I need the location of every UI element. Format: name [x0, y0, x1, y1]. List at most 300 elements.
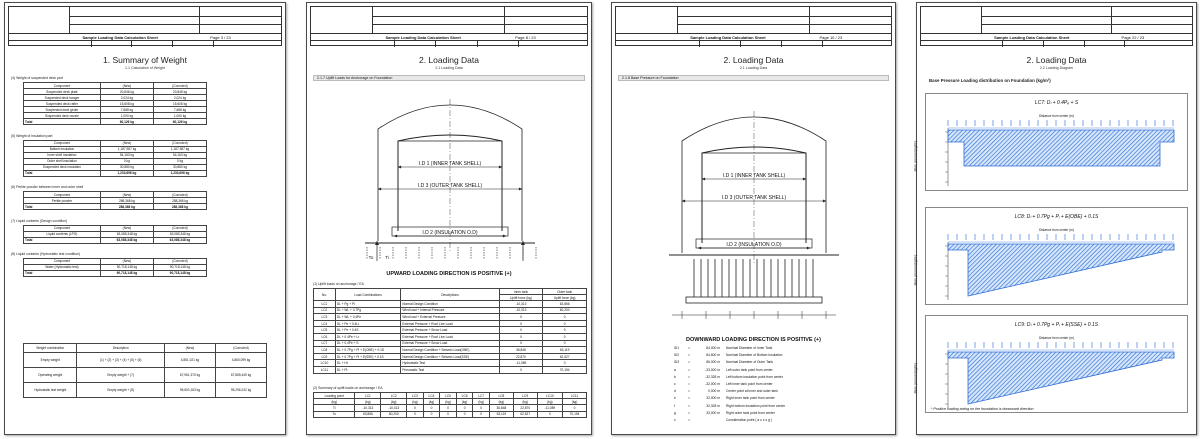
title-block [310, 6, 588, 46]
table-cell: (Corroded) [153, 192, 206, 198]
table-cell: 0 [456, 411, 473, 418]
table-cell: 22,870 [499, 353, 543, 360]
table-row [24, 383, 267, 398]
title-block [920, 6, 1193, 46]
dimension-row [674, 395, 820, 402]
dimension-field: = [688, 360, 690, 365]
table-cell: 90,718,148 kg [153, 264, 206, 270]
diagram-caption: UPWARD LOADING DIRECTION IS POSITIVE (+) [386, 271, 512, 277]
table-cell: Suspended deck plate [24, 89, 101, 95]
table-cell: 0 [499, 333, 543, 340]
dimension-field: -32,328 m [705, 374, 720, 379]
dimension-field: = [688, 367, 690, 372]
title-block [8, 6, 282, 46]
page-loading-diagram [913, 2, 1197, 435]
dimension-row [674, 410, 820, 417]
table-cell: 95,600,163 kg [164, 383, 215, 398]
table-header-cell: (kg) [381, 399, 407, 405]
table-cell: DL + 0.7Pg + Pi + E(OBE) + 0.1S [335, 347, 401, 354]
table-cell: Total [24, 170, 101, 176]
table-cell: 0 [473, 411, 490, 418]
dimension-row [674, 403, 820, 410]
weight-table [23, 140, 207, 177]
table-cell: DL + Ht [335, 360, 401, 367]
table-cell: 95,296,242 kg [215, 383, 266, 398]
table-cell: Wind load + Internal Pressure [401, 307, 499, 314]
table-cell: (New) [100, 225, 153, 231]
sheet-title: Sample Loading Data Calculation Sheet [82, 34, 158, 40]
dimension-field: Right inner tank point from center [726, 396, 775, 401]
table-row [314, 301, 587, 308]
weight-section-label: (5) Weight of insulation part [11, 133, 53, 138]
inner-shell-label: I.D 1 (INNER TANK SHELL) [418, 161, 482, 167]
dimension-row [674, 352, 820, 359]
table-cell: Component [24, 225, 101, 231]
table-cell: 0 [543, 360, 587, 367]
dimension-field: = [688, 410, 690, 415]
page-number: Page 3 / 23 [210, 34, 231, 40]
table-cell: External Pressure + Roof Live Load [401, 333, 499, 340]
table-cell: Operating weight [24, 368, 77, 383]
dimension-field: = [688, 374, 690, 379]
dimension-field: Right outer tank point from center [726, 410, 775, 415]
table-cell: 67,865,449 kg [215, 368, 266, 383]
table-cell: Normal Design Condition [401, 301, 499, 308]
dimension-field: 84,600 m [706, 353, 720, 358]
table-header-cell: LC7 [473, 393, 490, 399]
table-cell: To [314, 411, 355, 418]
table-row [24, 270, 207, 276]
table-cell: Empty weight + (7) [77, 368, 164, 383]
table-row [314, 314, 587, 321]
table-header-cell: (kg) [489, 399, 513, 405]
weight-section-label: (6) Perlite powder between inner and outer shell [11, 185, 84, 190]
table-cell: 288,368 kg [100, 198, 153, 204]
page-number: Page 22 / 23 [1121, 34, 1145, 40]
table-header-cell: (kg) [440, 399, 457, 405]
table-cell: 0 [563, 405, 587, 412]
y-axis-label: Base pressure(kg/m²) [913, 140, 918, 172]
table-header-cell: (kg) [563, 399, 587, 405]
pressure-chart [913, 93, 1188, 191]
table-cell: Total [24, 204, 101, 210]
title-block [615, 6, 892, 46]
dimension-field: Left outer tank point from center [726, 367, 773, 372]
table-cell: Total [24, 237, 101, 243]
dimension-field: = [688, 396, 690, 401]
table-cell: -10,313 [499, 307, 543, 314]
tank-elevation-drawing [307, 83, 593, 283]
table-header-cell: LC4 [423, 393, 440, 399]
table-cell: 0 [499, 320, 543, 327]
table-cell: DL + WL + 0.7Pg [335, 307, 401, 314]
table-cell: 0 [407, 411, 424, 418]
table-header-cell: (kg) [456, 399, 473, 405]
table-cell: 0 [499, 327, 543, 334]
table-cell: 62,527 [513, 411, 537, 418]
table-row [314, 327, 587, 334]
table-cell: (New) [100, 83, 153, 89]
table-cell: (Corroded) [153, 225, 206, 231]
table-cell: LC11 [314, 366, 336, 373]
chart-equation: LC9: Dₗ + 0.7Pg + Pᵢ + E(SSE) + 0.1S [1014, 322, 1099, 328]
table-cell: (New) [100, 258, 153, 264]
table-cell: Component [24, 140, 101, 146]
table-cell: Component [24, 83, 101, 89]
table-cell: DL + 0.4Pe + S [335, 340, 401, 347]
weight-table [23, 191, 207, 210]
table-cell: 60,200 [543, 307, 587, 314]
dimension-field: Right bottom insulation point from center [726, 403, 786, 408]
dimension-field: Left bottom insulation point from center [726, 374, 783, 379]
uplift-summary-table [313, 392, 587, 418]
table-cell: -10,313 [381, 405, 407, 412]
table-cell: 1,187,987 kg [153, 146, 206, 152]
table-cell: 70,154 [543, 366, 587, 373]
table-cell: LC5 [314, 327, 336, 334]
table-cell: 0 kg [100, 158, 153, 164]
table-cell: Hydrostatic Test [401, 360, 499, 367]
dimension-row [674, 417, 820, 424]
table-cell: 22,870 [513, 405, 537, 412]
sheet-title: Sample Loading Data Calculation Sheet [385, 34, 461, 40]
dimension-field: ID1 [674, 346, 680, 350]
table-cell: Normal Design Condition + Seismic Load(SSE) [401, 353, 499, 360]
table-cell: 4,851,021 kg [164, 353, 215, 368]
dimension-field: c [674, 382, 676, 387]
summary-title: (2) Summary of uplift loads on anchorage / EA [313, 386, 383, 390]
dimension-field: = [688, 418, 690, 423]
table-cell: Perlite powder [24, 198, 101, 204]
diagram-heading: Base Pressure Loading distribution on Foundation (kg/m²) [929, 78, 1051, 83]
insulation-label: I.D 2 (INSULATION O.D) [726, 242, 782, 248]
table-cell: 0 kg [153, 158, 206, 164]
dimension-field: ID2 [674, 353, 680, 358]
table-cell: LC4 [314, 320, 336, 327]
table-cell: (Corroded) [153, 83, 206, 89]
table-cell: 0 [440, 405, 457, 412]
dimension-field: g [674, 410, 676, 415]
dimension-field: Nominal Diameter of Inner Tank [726, 346, 773, 350]
table-cell: (New) [100, 192, 153, 198]
table-cell: 1,187,987 kg [100, 146, 153, 152]
inner-anchor-label: Ti [385, 255, 389, 260]
dimension-list [674, 345, 820, 424]
dimension-field: Consideration point ( a ≤ x ≤ g ) [726, 418, 772, 423]
page-number: Page 8 / 23 [515, 34, 536, 40]
table-cell: LC1 [314, 301, 336, 308]
table-cell: 0 [537, 411, 562, 418]
table-cell: Empty weight [24, 353, 77, 368]
table-cell: 90,718,148 kg [153, 270, 206, 276]
dimension-field: x [674, 418, 676, 423]
dimension-field: = [688, 382, 690, 387]
page-subtitle: 1.1 Calculation of Weight [125, 66, 165, 70]
table-row [24, 353, 267, 368]
tank-base-drawing [612, 83, 897, 333]
table-cell: Outer shell insulation [24, 158, 101, 164]
table-cell: Suspended deck girder [24, 107, 101, 113]
x-axis-label: Distance from center (m) [1038, 228, 1075, 232]
page-title: 2. Loading Data [1026, 55, 1087, 65]
table-cell: LC7 [314, 340, 336, 347]
dimension-field: 0,000 m [708, 389, 720, 394]
table-cell: 0 [473, 405, 490, 412]
table-cell: External Pressure + Snow Load [401, 340, 499, 347]
table-row [24, 204, 207, 210]
table-cell: DL + 0.7Pg + Pi + E(SSE) + 0.1S [335, 353, 401, 360]
dimension-field: -33,000 m [705, 367, 720, 372]
dimension-field: 86,000 m [706, 360, 720, 365]
x-axis-label: Distance from center (m) [1038, 114, 1075, 118]
table-cell: Pneumatic Test [401, 366, 499, 373]
outer-shell-label: I.D 3 (OUTER TANK SHELL) [721, 195, 787, 201]
dimension-field: ID3 [674, 360, 680, 365]
table-cell: Component [24, 192, 101, 198]
table-cell: 63,119 [489, 411, 513, 418]
weight-section-label: (8) Liquid contents (Hydrostatic test condition) [11, 251, 80, 256]
dimension-field: Center point at inner and outer tank [726, 389, 778, 394]
table-cell: (New) [100, 140, 153, 146]
table-cell: Ti [314, 405, 355, 412]
page-uplift-loads [306, 2, 592, 435]
table-cell: Liquid contents (LPG) [24, 231, 101, 237]
table-cell: Normal Design Condition + Seismic Load(OBE) [401, 347, 499, 354]
dimension-field: 32,000 m [706, 396, 720, 401]
table-cell: 30,880 kg [100, 164, 153, 170]
table-cell: LC10 [314, 360, 336, 367]
table-row [314, 366, 587, 373]
table-header-cell: Inner tank [499, 289, 543, 295]
table-header-cell: LC2 [381, 393, 407, 399]
table-cell: Description [77, 344, 164, 353]
chart-equation: LC8: Dₗ + 0.7Pg + Pᵢ + E(OBE) + 0.1S [1014, 214, 1099, 220]
table-cell: 36,848 [499, 347, 543, 354]
table-cell: (New) [164, 344, 215, 353]
table-header-cell: Loading point [314, 393, 355, 399]
table-header-cell: (kg) [423, 399, 440, 405]
weight-table [23, 258, 207, 277]
page-title: 1. Summary of Weight [103, 55, 187, 65]
table-cell: 0 [423, 405, 440, 412]
table-header-cell: LC3 [407, 393, 424, 399]
page-base-pressure [611, 2, 896, 435]
insulation-label: I.D 2 (INSULATION O.D) [422, 230, 478, 236]
table-cell: 1,000 kg [100, 113, 153, 119]
page-subtitle: 2.2 Loading Diagram [1039, 66, 1074, 70]
dimension-field: e [674, 396, 676, 401]
table-row [314, 353, 587, 360]
table-header-cell: LC10 [537, 393, 562, 399]
dimension-field: = [688, 403, 690, 408]
table-cell: 63,085,348 kg [100, 231, 153, 237]
table-cell: 62,527 [543, 353, 587, 360]
table-cell: -11,089 [499, 360, 543, 367]
table-cell: External Pressure + Roof Live Load [401, 320, 499, 327]
table-row [24, 237, 207, 243]
dimension-field: 33,000 m [706, 410, 720, 415]
table-cell: 0 [543, 327, 587, 334]
table-cell: Suspended deck rafter [24, 101, 101, 107]
table-header-cell: LC5 [440, 393, 457, 399]
table-cell: Inner shell insulation [24, 152, 101, 158]
table-cell: -10,313 [355, 405, 381, 412]
dimension-row [674, 388, 820, 395]
page-title: 2. Loading Data [418, 55, 480, 65]
weight-section-label: (4) Weight of suspended deck part [11, 76, 63, 80]
dimension-field: Left inner tank point from center [726, 382, 773, 387]
table-cell: Bottom insulation [24, 146, 101, 152]
table-cell: 63,085,348 kg [153, 237, 206, 243]
table-cell: 1,233,696 kg [153, 170, 206, 176]
table-row [314, 405, 587, 412]
table-cell: LC8 [314, 347, 336, 354]
table-cell: 67,961,370 kg [164, 368, 215, 383]
table-header-cell: No. [314, 289, 336, 301]
dimension-field: = [688, 353, 690, 358]
table-cell: 0 [543, 314, 587, 321]
table-cell: 2,024 kg [153, 95, 206, 101]
table-cell: Component [24, 258, 101, 264]
table-cell: 0 [543, 320, 587, 327]
dimension-field: a [674, 367, 676, 372]
table-header-cell: (kg) [513, 399, 537, 405]
outer-shell-label: I.D 3 (OUTER TANK SHELL) [417, 183, 483, 189]
page-subtitle: 2.1 Loading Data [739, 66, 768, 70]
table-cell: 0 [543, 340, 587, 347]
table-cell: -11,089 [537, 405, 562, 412]
table-row [314, 340, 587, 347]
pressure-chart [913, 315, 1188, 413]
table-cell: 63,866 [543, 301, 587, 308]
table-header-cell: Outer tank [543, 289, 587, 295]
table-cell: (Corroded) [153, 258, 206, 264]
chart-plot [934, 120, 1184, 190]
table-cell: 15,608 kg [153, 101, 206, 107]
table-cell: DL + WL + 0.4Pe [335, 314, 401, 321]
table-cell: Suspended deck nozzle [24, 113, 101, 119]
table-cell: 60,126 kg [100, 119, 153, 125]
dimension-field: = [688, 346, 690, 350]
table-cell: 0 [423, 411, 440, 418]
table-cell: 0 [499, 340, 543, 347]
table-header-cell: Uplift force (kg) [543, 295, 587, 301]
table-cell: 70,154 [563, 411, 587, 418]
table-cell: (Corroded) [215, 344, 266, 353]
table-cell: 90,718,148 kg [100, 270, 153, 276]
page-subtitle: 2.1 Loading Data [435, 66, 463, 70]
table-cell: (1) + (2) + (3) + (4) + (5) + (6) [77, 353, 164, 368]
table-header-cell: (kg) [355, 399, 381, 405]
table-header-cell: LC9 [513, 393, 537, 399]
table-header-cell: (kg) [407, 399, 424, 405]
table-cell: Total [24, 119, 101, 125]
table-cell: 288,368 kg [153, 204, 206, 210]
table-header-cell: LC11 [563, 393, 587, 399]
table-cell: LC9 [314, 353, 336, 360]
dimension-field: f [674, 403, 675, 408]
diagram-caption: DOWNWARD LOADING DIRECTION IS POSITIVE (+) [686, 337, 821, 343]
table-title: (1) Uplift loads on anchorage / EA [313, 282, 364, 286]
dimension-row [674, 374, 820, 381]
table-cell: 63,866 [355, 411, 381, 418]
dimension-field: Nominal Diameter of Bottom Insulation [726, 353, 783, 358]
table-header-cell: Load Combinations [335, 289, 401, 301]
table-header-cell: Uplift force (kg) [499, 295, 543, 301]
table-cell: DL + Pe + 0.4Lr [335, 320, 401, 327]
table-row [314, 347, 587, 354]
table-cell: Total [24, 270, 101, 276]
dimension-field: d [674, 389, 676, 394]
dimension-field: 32,328 m [706, 403, 720, 408]
table-cell: LC6 [314, 333, 336, 340]
dimension-field: b [674, 374, 676, 379]
table-cell: DL + Pe + 0.4S [335, 327, 401, 334]
table-cell: Wind load + External Pressure [401, 314, 499, 321]
table-cell: 0 [456, 405, 473, 412]
page-title: 2. Loading Data [723, 55, 784, 65]
table-cell: 20,846 kg [153, 89, 206, 95]
table-cell: 30,880 kg [153, 164, 206, 170]
weight-section-label: (7) Liquid contents (Design condition) [11, 218, 68, 223]
table-row [24, 344, 267, 353]
table-cell: 63,085,348 kg [153, 231, 206, 237]
dimension-row [674, 359, 820, 366]
table-cell: 1,000 kg [153, 113, 206, 119]
load-combination-table [313, 288, 587, 374]
sheet-title: Sample Loading Data Calculation Sheet [994, 34, 1070, 40]
table-cell: Water (Hydrostatic test) [24, 264, 101, 270]
table-cell: Hydrostatic test weight [24, 383, 77, 398]
dimension-row [674, 367, 820, 374]
table-cell: (Corroded) [153, 140, 206, 146]
weight-combination-table [23, 343, 267, 398]
section-bar: 2.1.7 Uplift Loads for Anchorage on Foundation [313, 75, 585, 81]
table-cell: 36,848 [489, 405, 513, 412]
weight-table [23, 82, 207, 125]
table-cell: 0 [543, 333, 587, 340]
sheet-title: Sample Loading Data Calculation Sheet [690, 34, 766, 40]
table-cell: 60,200 [381, 411, 407, 418]
table-cell: 7,688 kg [153, 107, 206, 113]
section-bar: 2.1.8 Base Pressure on Foundation [618, 75, 889, 81]
table-cell: 60,126 kg [153, 119, 206, 125]
table-cell: DL + Pg + Pi [335, 301, 401, 308]
table-row [314, 333, 587, 340]
chart-plot [934, 342, 1184, 412]
table-cell: 63,119 [543, 347, 587, 354]
table-row [314, 411, 587, 418]
table-cell: 0 [440, 411, 457, 418]
table-cell: 7,688 kg [100, 107, 153, 113]
table-cell: 20,846 kg [100, 89, 153, 95]
table-cell: Weight combination [24, 344, 77, 353]
table-cell: 0 [499, 314, 543, 321]
dimension-field: -32,000 m [705, 382, 720, 387]
table-header-cell: (kg) [314, 399, 355, 405]
table-cell: 63,085,348 kg [100, 237, 153, 243]
table-cell: External Pressure + Snow Load [401, 327, 499, 334]
table-cell: 2,024 kg [100, 95, 153, 101]
table-row [24, 119, 207, 125]
y-axis-label: Base pressure(kg/m²) [913, 254, 918, 286]
pressure-chart [913, 207, 1188, 305]
outer-anchor-label: To [368, 255, 374, 260]
table-cell: DL + 0.4Pe + Lr [335, 333, 401, 340]
table-row [24, 368, 267, 383]
y-axis-label: Base pressure(kg/m²) [913, 362, 918, 394]
table-header-cell: LC1 [355, 393, 381, 399]
